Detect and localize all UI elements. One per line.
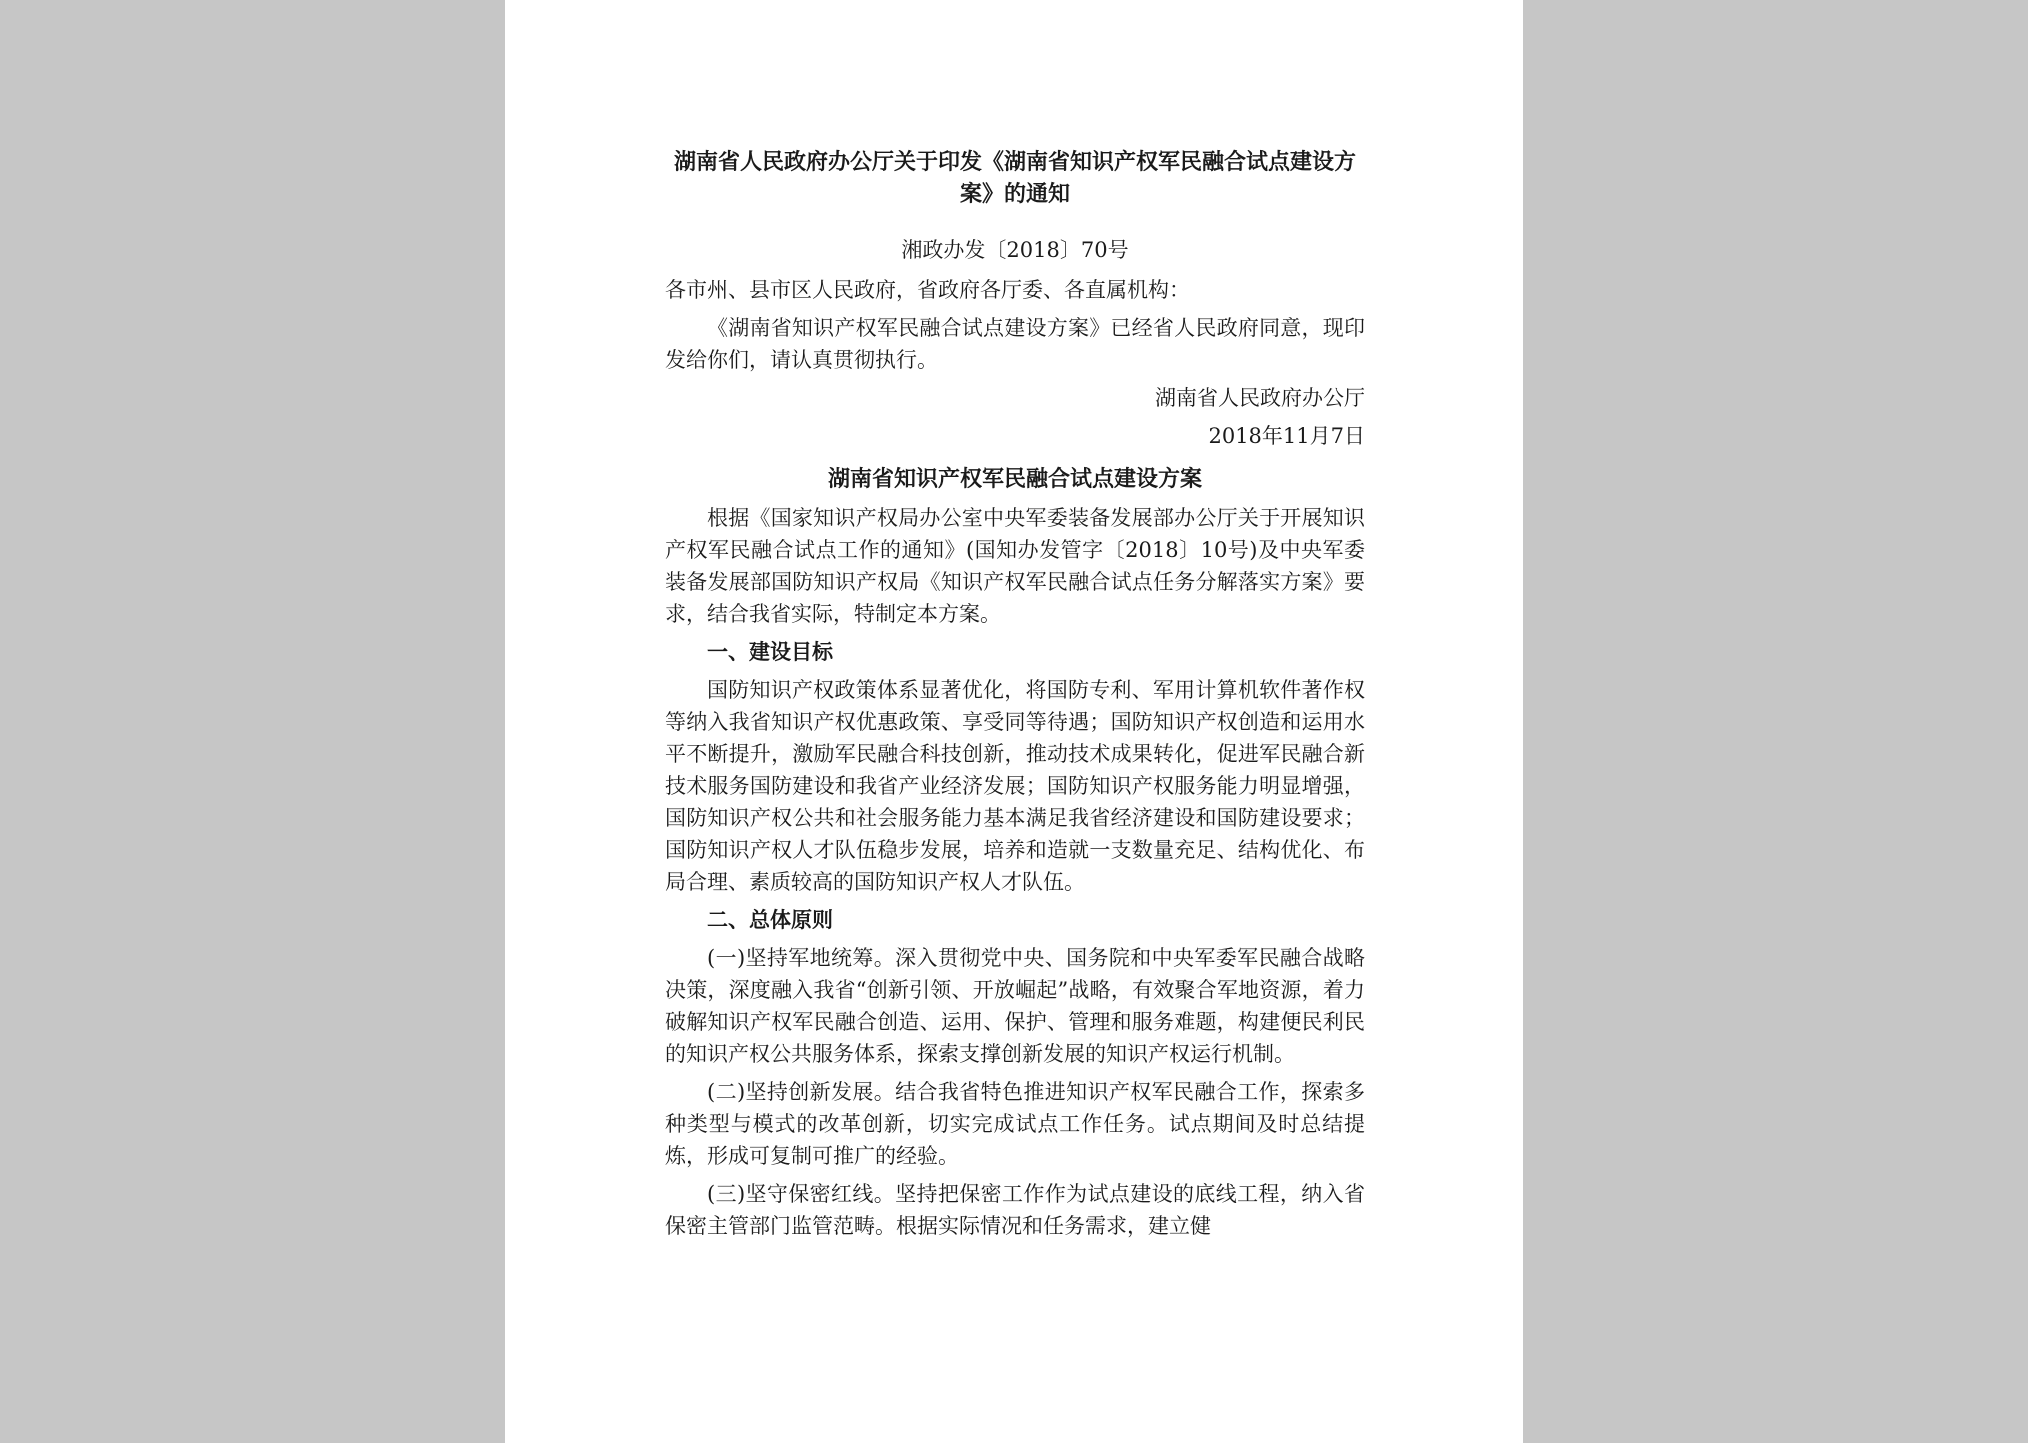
principle-paragraph-1: (一)坚持军地统筹。深入贯彻党中央、国务院和中央军委军民融合战略决策，深度融入我省“创新引领、开放崛起”战略，有效聚合军地资源，着力破解知识产权军民融合创造、运用、保护、管理和服务难题，构建便民利民的知识产权公共服务体系，探索支撑创新发展的知识产权运行机制。 xyxy=(665,946,1365,1066)
principle-paragraph-3: (三)坚守保密红线。坚持把保密工作作为试点建设的底线工程，纳入省保密主管部门监管范畴。根据实际情况和任务需求，建立健 xyxy=(665,1182,1365,1238)
plan-title: 湖南省知识产权军民融合试点建设方案 xyxy=(827,466,1202,492)
issue-date: 2018年11月7日 xyxy=(1208,424,1365,448)
document-title: 湖南省人民政府办公厅关于印发《湖南省知识产权军民融合试点建设方案》的通知 xyxy=(673,149,1356,207)
principle-paragraph-2: (二)坚持创新发展。结合我省特色推进知识产权军民融合工作，探索多种类型与模式的改革创新，切实完成试点工作任务。试点期间及时总结提炼，形成可复制可推广的经验。 xyxy=(665,1080,1365,1168)
addressee: 各市州、县市区人民政府，省政府各厅委、各直属机构： xyxy=(665,278,1190,302)
document-page xyxy=(505,0,1523,1443)
plan-intro-paragraph: 根据《国家知识产权局办公室中央军委装备发展部办公厅关于开展知识产权军民融合试点工作的通知》(国知办发管字〔2018〕10号)及中央军委装备发展部国防知识产权局《知识产权军民融合试点任务分解落实方案》要求，结合我省实际，特制定本方案。 xyxy=(665,506,1365,626)
goals-paragraph: 国防知识产权政策体系显著优化，将国防专利、军用计算机软件著作权等纳入我省知识产权优惠政策、享受同等待遇；国防知识产权创造和运用水平不断提升，激励军民融合科技创新，推动技术成果转化，促进军民融合新技术服务国防建设和我省产业经济发展；国防知识产权服务能力明显增强，国防知识产权公共和社会服务能力基本满足我省经济建设和国防建设要求；国防知识产权人才队伍稳步发展，培养和造就一支数量充足、结构优化、布局合理、素质较高的国防知识产权人才队伍。 xyxy=(665,678,1365,894)
document-content xyxy=(665,146,1365,1242)
section-heading-goals: 一、建设目标 xyxy=(707,639,833,664)
section-heading-principles: 二、总体原则 xyxy=(707,907,833,932)
issuer-signature: 湖南省人民政府办公厅 xyxy=(1155,386,1365,410)
document-number: 湘政办发〔2018〕70号 xyxy=(901,238,1129,262)
intro-paragraph: 《湖南省知识产权军民融合试点建设方案》已经省人民政府同意，现印发给你们，请认真贯彻执行。 xyxy=(665,316,1365,372)
